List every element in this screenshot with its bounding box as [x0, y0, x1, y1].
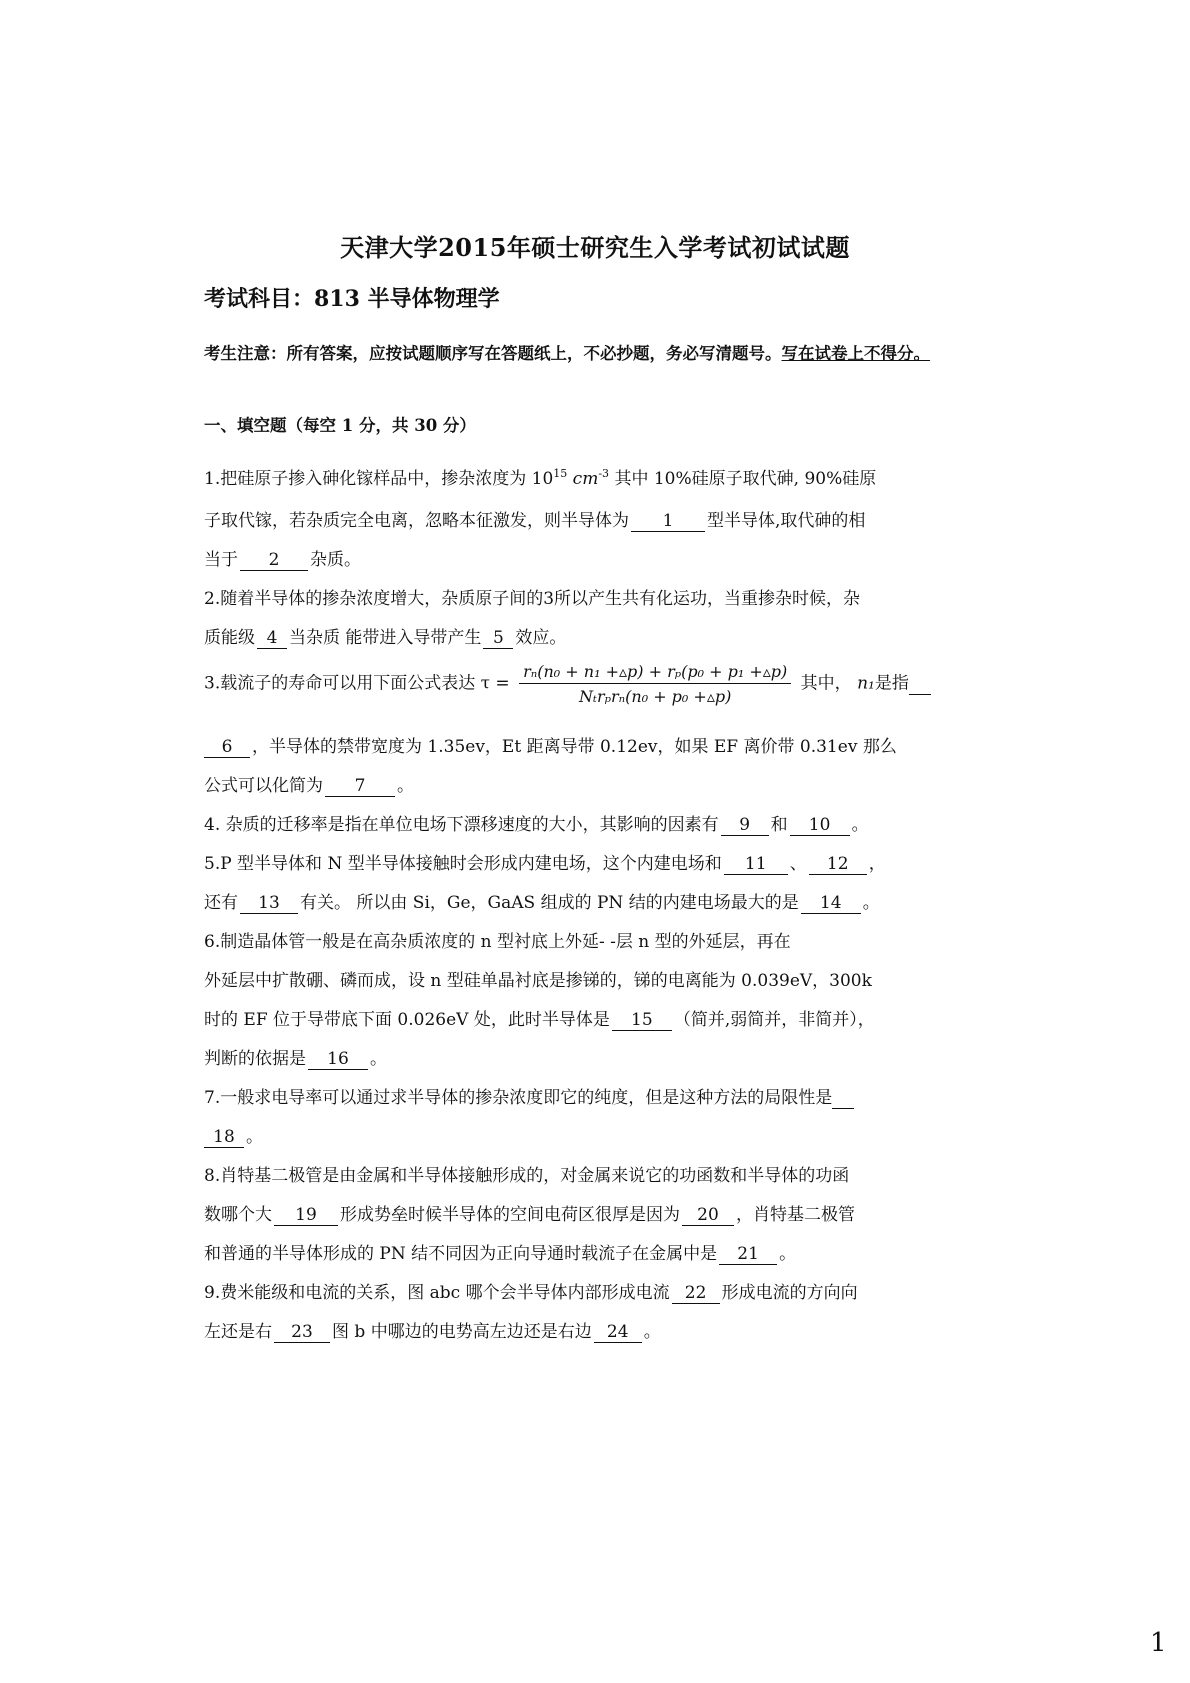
q7-text: 7.一般求电导率可以通过求半导体的掺杂浓度即它的纯度，但是这种方法的局限性是	[204, 1088, 833, 1108]
q3-line-3	[204, 771, 414, 797]
q5-line-1	[204, 849, 886, 875]
q1-text: 其中 10%硅原子取代砷, 90%硅原	[609, 469, 877, 489]
q8-line-1: 8.肖特基二极管是由金属和半导体接触形成的，对金属来说它的功函数和半导体的功函	[204, 1166, 850, 1186]
answer-blank-22: 22	[672, 1283, 720, 1304]
q5-line-2	[204, 888, 880, 914]
q9-line-2	[204, 1317, 661, 1343]
q6-line-4	[204, 1044, 387, 1070]
answer-blank-7: 7	[325, 776, 395, 797]
page-number: 1	[1150, 1628, 1167, 1658]
q8-text: ，肖特基二极管	[736, 1205, 855, 1225]
q6-line-3	[204, 1005, 875, 1031]
formula-numerator: rₙ(n₀ + n₁ +▵p) + rₚ(p₀ + p₁ +▵p)	[519, 662, 791, 684]
q6-line-1: 6.制造晶体管一般是在高杂质浓度的 n 型衬底上外延- -层 n 型的外延层，再在	[204, 932, 791, 952]
q1-line-3	[204, 545, 361, 571]
answer-blank-2: 2	[240, 550, 308, 571]
q1-unit-exponent: -3	[598, 467, 610, 480]
q3-text: 其中，	[800, 673, 852, 694]
q8-text: 。	[779, 1244, 797, 1264]
q1-text: 杂质。	[310, 550, 361, 570]
q3-text: 3.载流子的寿命可以用下面公式表达 τ =	[204, 673, 510, 694]
q2-text: 质能级	[204, 628, 255, 648]
formula-denominator: Nₜrₚrₙ(n₀ + p₀ +▵p)	[579, 687, 732, 706]
q9-text: 9.费米能级和电流的关系，图 abc 哪个会半导体内部形成电流	[204, 1283, 670, 1303]
answer-blank-10: 10	[790, 815, 850, 836]
answer-blank-20: 20	[682, 1205, 734, 1226]
candidate-notice	[204, 336, 944, 372]
exam-subject: 考试科目：813 半导体物理学	[204, 286, 500, 312]
answer-blank-13: 13	[240, 893, 298, 914]
answer-blank-4: 4	[257, 628, 287, 649]
q2-text: 效应。	[515, 628, 567, 648]
q1-exponent: 15	[553, 467, 568, 480]
answer-blank-18-tail	[832, 1088, 854, 1109]
q7-text: 。	[246, 1127, 263, 1147]
q1-text: 当于	[204, 550, 238, 570]
answer-blank-11: 11	[724, 854, 788, 875]
q4-text: 。	[851, 815, 869, 835]
q1-unit: cm	[572, 469, 599, 489]
q4-text: 和	[770, 815, 788, 835]
q7-line-1	[204, 1083, 856, 1109]
q3-variable: n₁	[857, 673, 875, 694]
q5-text: 5.P 型半导体和 N 型半导体接触时会形成内建电场，这个内建电场和	[204, 854, 722, 874]
q3-text: 公式可以化简为	[204, 776, 323, 796]
q2-text: 当杂质 能带进入导带产生	[289, 628, 482, 648]
q4-line-1	[204, 810, 869, 836]
q9-text: 图 b 中哪边的电势高左边还是右边	[332, 1322, 592, 1342]
q5-text: 还有	[204, 893, 238, 913]
q3-text: 。	[397, 776, 414, 796]
answer-blank-16: 16	[308, 1049, 368, 1070]
answer-blank-14: 14	[801, 893, 861, 914]
q6-text: 判断的依据是	[204, 1049, 306, 1069]
answer-blank-5: 5	[483, 628, 513, 649]
answer-blank-19: 19	[274, 1205, 338, 1226]
q2-line-1: 2.随着半导体的掺杂浓度增大，杂质原子间的3所以产生共有化运功，当重掺杂时候，杂	[204, 589, 861, 609]
q8-line-2	[204, 1200, 855, 1226]
q9-text: 。	[643, 1322, 661, 1342]
q8-text: 数哪个大	[204, 1205, 272, 1225]
q8-text: 和普通的半导体形成的 PN 结不同因为正向导通时载流子在金属中是	[204, 1244, 718, 1264]
q1-line-1	[204, 464, 876, 489]
q6-text: （简并,弱简并，非简并），	[673, 1010, 875, 1030]
q2-line-2	[204, 623, 566, 649]
q3-text: 是指	[874, 673, 909, 694]
answer-blank-15: 15	[612, 1010, 672, 1031]
answer-blank-12: 12	[809, 854, 867, 875]
q1-text: 型半导体,取代砷的相	[707, 511, 866, 531]
notice-text: 考生注意：所有答案，应按试题顺序写在答题纸上，不必抄题，务必写清题号。	[204, 344, 782, 363]
q5-text: ，	[868, 854, 886, 874]
q1-text: 子取代镓，若杂质完全电离，忽略本征激发，则半导体为	[204, 511, 629, 531]
answer-blank-24: 24	[594, 1322, 642, 1343]
answer-blank-6-tail	[909, 674, 931, 695]
q3-text: ，半导体的禁带宽度为 1.35ev，Et 距离导带 0.12ev，如果 EF 离价带 0.31ev 那么	[252, 737, 897, 757]
q9-text: 左还是右	[204, 1322, 272, 1342]
answer-blank-1: 1	[631, 511, 705, 532]
q8-line-3	[204, 1239, 796, 1265]
q5-text: 。	[862, 893, 880, 913]
answer-blank-9: 9	[721, 815, 769, 836]
q5-text: 有关。 所以由 Si，Ge，GaAS 组成的 PN 结的内建电场最大的是	[300, 893, 799, 913]
lifetime-formula	[519, 662, 791, 706]
answer-blank-23: 23	[274, 1322, 330, 1343]
q6-line-2: 外延层中扩散硼、磷而成，设 n 型硅单晶衬底是掺锑的，锑的电离能为 0.039eV，300k	[204, 971, 872, 991]
q3-line-2	[204, 732, 897, 758]
q8-text: 形成势垒时候半导体的空间电荷区很厚是因为	[340, 1205, 680, 1225]
answer-blank-18: 18	[204, 1127, 244, 1148]
q1-text: 1.把硅原子掺入砷化镓样品中，掺杂浓度为 10	[204, 469, 554, 489]
section-heading: 一、填空题（每空 1 分，共 30 分）	[204, 416, 476, 435]
q9-text: 形成电流的方向向	[721, 1283, 858, 1303]
q4-text: 4. 杂质的迁移率是指在单位电场下漂移速度的大小，其影响的因素有	[204, 815, 719, 835]
notice-underlined: 写在试卷上不得分。	[781, 344, 930, 363]
q6-text: 时的 EF 位于导带底下面 0.026eV 处，此时半导体是	[204, 1010, 610, 1030]
q9-line-1	[204, 1278, 858, 1304]
q6-text: 。	[370, 1049, 387, 1069]
q7-line-2	[204, 1122, 263, 1148]
q3-line-1	[204, 662, 933, 706]
exam-title: 天津大学2015年硕士研究生入学考试初试试题	[340, 233, 850, 262]
q1-line-2	[204, 506, 865, 532]
answer-blank-21: 21	[719, 1244, 777, 1265]
answer-blank-6: 6	[204, 737, 250, 758]
q5-text: 、	[789, 854, 807, 874]
